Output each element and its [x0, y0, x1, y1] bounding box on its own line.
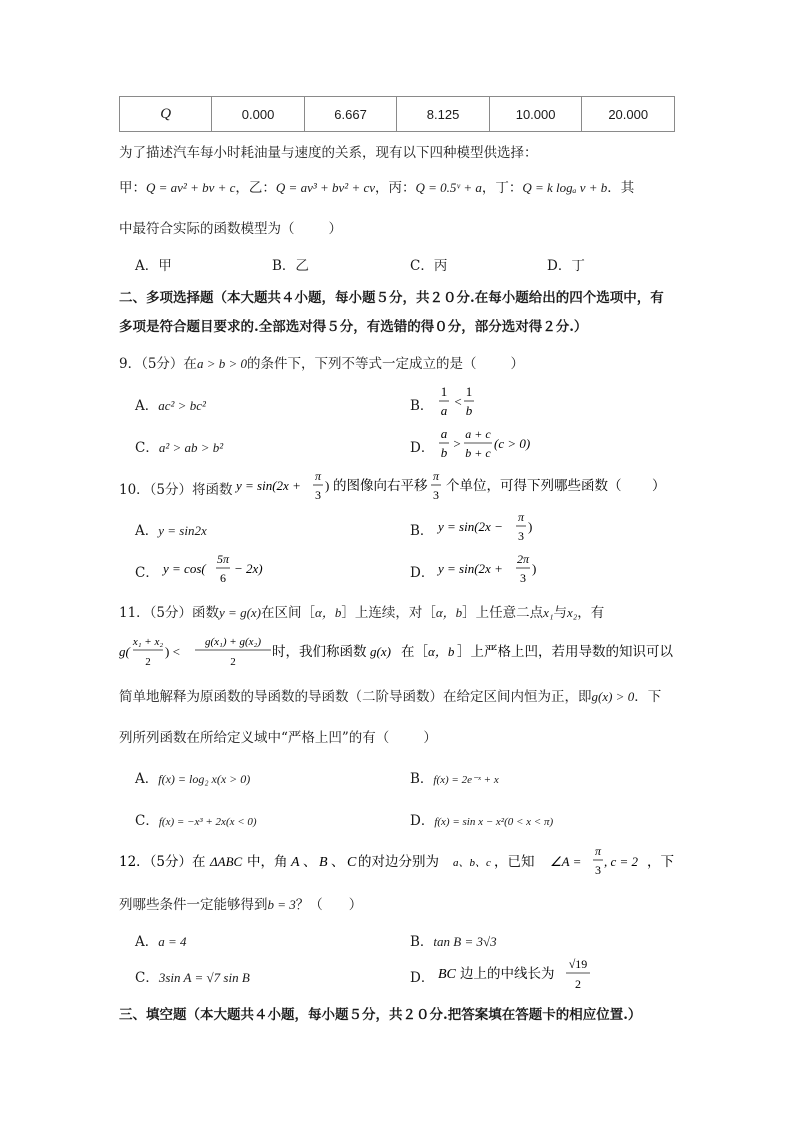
q11-line3: 简单地解释为原函数的导函数的导函数（二阶导函数）在给定区间内恒为正，即g(x) > 0．下 [119, 689, 662, 705]
svg-text:g(x₁) + g(x₂): g(x₁) + g(x₂) [205, 636, 261, 648]
svg-text:x₁ + x₂: x₁ + x₂ [132, 636, 164, 648]
q11-line2 [119, 630, 679, 674]
q12-option-b: B．tan B = 3√3 [410, 934, 497, 950]
q9-option-d-math [436, 424, 546, 464]
svg-text:π: π [314, 469, 322, 483]
svg-text:g(: g( [119, 644, 130, 659]
table-row [120, 97, 675, 132]
svg-text:π: π [517, 510, 525, 524]
table-header-cell: Q [120, 97, 212, 132]
svg-text:BC: BC [438, 967, 456, 982]
q12-line1 [119, 842, 679, 884]
svg-text:3: 3 [518, 529, 524, 543]
q9-option-b-math [436, 382, 496, 422]
svg-text:、: 、 [331, 854, 345, 870]
svg-text:a: a [440, 426, 448, 441]
svg-text:y = cos(: y = cos( [163, 561, 206, 576]
model-ding: Q = k logₐ v + b [522, 180, 608, 195]
svg-text:］上严格上凹，若用导数的知识可以: ］上严格上凹，若用导数的知识可以 [457, 644, 673, 660]
q11-option-b: B．f(x) = 2e⁻ˣ + x [410, 771, 499, 787]
table-cell: 0.000 [212, 97, 305, 132]
svg-text:− 2x): − 2x) [234, 561, 263, 576]
svg-text:y = sin(2x +: y = sin(2x + [438, 561, 503, 576]
q10-option-d-math [438, 549, 548, 589]
svg-text:a、b、c: a、b、c [453, 857, 491, 869]
svg-text:3: 3 [520, 571, 526, 585]
svg-text:π: π [594, 844, 602, 858]
svg-text:π: π [432, 469, 440, 483]
svg-text:2: 2 [575, 977, 581, 991]
q12-option-d-label: D． [410, 970, 435, 986]
svg-text:1: 1 [440, 384, 448, 399]
svg-text:): ) [325, 478, 330, 493]
svg-text:√19: √19 [568, 957, 588, 971]
svg-text:α，b: α，b [428, 644, 455, 659]
table-cell: 8.125 [397, 97, 490, 132]
q10-option-d-label: D． [410, 565, 435, 581]
model-yi: Q = av³ + bv² + cv [275, 180, 376, 195]
svg-text:A: A [291, 855, 300, 870]
svg-text:b: b [440, 445, 448, 460]
q9-option-d-label: D． [410, 440, 435, 456]
q8-option-b: B．乙 [272, 258, 309, 274]
q11-option-c: C．f(x) = −x³ + 2x(x < 0) [135, 813, 257, 829]
model-bing: Q = 0.5ᵛ + a [415, 180, 482, 195]
table-cell: 20.000 [582, 97, 675, 132]
q8-option-d: D．丁 [547, 258, 585, 274]
q9-option-c: C．a² > ab > b² [135, 440, 224, 456]
svg-text:12．（5分）在: 12．（5分）在 [119, 854, 206, 870]
svg-text:>: > [453, 436, 461, 451]
svg-text:2π: 2π [516, 552, 530, 566]
svg-text:): ) [532, 561, 537, 576]
svg-text:y = sin(2x +: y = sin(2x + [236, 478, 301, 493]
svg-text:边上的中线长为: 边上的中线长为 [460, 966, 555, 982]
section2-heading-cont: 多项是符合题目要求的.全部选对得５分，有选错的得０分，部分选对得２分.） [119, 319, 588, 335]
svg-text:中，角: 中，角 [247, 854, 288, 870]
q8-intro: 为了描述汽车每小时耗油量与速度的关系，现有以下四种模型供选择： [119, 145, 538, 161]
svg-text:1: 1 [465, 384, 473, 399]
q10-stem-math [236, 466, 666, 506]
q12-option-c: C．3sin A = √7 sin B [135, 970, 250, 986]
q11-line1: 11．（5分）函数y = g(x)在区间［α，b］上连续，对［α，b］上任意二点x₁与x₂，有 [119, 605, 605, 621]
svg-text:的图像向右平移: 的图像向右平移 [333, 478, 428, 494]
q9-stem: 9．（5分）在a > b > 0的条件下，下列不等式一定成立的是（ ） [119, 356, 524, 372]
svg-text:): ) [528, 519, 533, 534]
svg-text:<: < [454, 394, 462, 409]
q9-option-a: A．ac² > bc² [135, 398, 206, 414]
q11-line4: 列所列函数在所给定义域中“严格上凹”的有（ ） [119, 730, 437, 746]
q10-option-c-math [163, 549, 283, 589]
q10-option-a: A．y = sin2x [135, 523, 207, 539]
q11-option-d: D．f(x) = sin x − x²(0 < x < π) [410, 813, 554, 829]
svg-text:时，我们称函数: 时，我们称函数 [272, 644, 367, 660]
svg-text:，已知: ，已知 [494, 854, 535, 870]
svg-text:2: 2 [230, 656, 236, 668]
q8-models: 甲：Q = av² + bv + c，乙：Q = av³ + bv² + cv，丙：Q = 0.5ᵛ + a，丁：Q = k logₐ v + b．其 [119, 180, 635, 196]
table-cell: 10.000 [489, 97, 582, 132]
q8-question: 中最符合实际的函数模型为（ ） [119, 221, 342, 237]
q10-option-b-math [438, 507, 548, 547]
section2-heading: 二、多项选择题（本大题共４小题，每小题５分，共２０分.在每小题给出的四个选项中，有 [119, 290, 664, 306]
q10-stem-prefix: 10．（5分）将函数 [119, 482, 233, 498]
svg-text:b: b [465, 403, 473, 418]
svg-text:y = sin(2x −: y = sin(2x − [438, 519, 503, 534]
svg-text:在［: 在［ [401, 644, 428, 660]
svg-text:b + c: b + c [465, 446, 491, 460]
model-jia: Q = av² + bv + c [146, 180, 236, 195]
svg-text:∠A =: ∠A = [550, 854, 582, 869]
q11-option-a: A．f(x) = log₂ x(x > 0) [135, 771, 251, 787]
q12-line2: 列哪些条件一定能够得到b = 3？（ ） [119, 897, 363, 913]
table-cell: 6.667 [304, 97, 397, 132]
svg-text:3: 3 [315, 488, 321, 502]
svg-text:) <: ) < [165, 644, 180, 659]
svg-text:C: C [347, 855, 357, 870]
q9-option-b-label: B． [410, 398, 434, 414]
svg-text:3: 3 [595, 863, 601, 877]
svg-text:6: 6 [220, 571, 226, 585]
svg-text:ΔABC: ΔABC [210, 854, 243, 869]
svg-text:2: 2 [145, 656, 151, 668]
svg-text:, c = 2: , c = 2 [604, 854, 639, 869]
svg-text:3: 3 [433, 488, 439, 502]
section3-heading: 三、填空题（本大题共４小题，每小题５分，共２０分.把答案填在答题卡的相应位置.） [119, 1007, 642, 1023]
svg-text:，下: ，下 [647, 854, 674, 870]
svg-text:a + c: a + c [465, 427, 491, 441]
svg-text:）: ） [652, 478, 666, 494]
q8-option-c: C．丙 [410, 258, 448, 274]
q8-option-a: A．甲 [135, 258, 172, 274]
svg-text:(c > 0): (c > 0) [494, 436, 531, 451]
svg-text:B: B [319, 855, 328, 870]
svg-text:、: 、 [303, 854, 317, 870]
q12-option-a: A．a = 4 [135, 934, 187, 950]
svg-text:g(x): g(x) [370, 644, 391, 659]
svg-text:的对边分别为: 的对边分别为 [358, 854, 439, 870]
q12-option-d-math [438, 954, 598, 996]
svg-text:a: a [440, 403, 448, 418]
q10-option-b-label: B． [410, 523, 434, 539]
speed-fuel-table [119, 96, 675, 132]
svg-text:5π: 5π [216, 552, 230, 566]
svg-text:个单位，可得下列哪些函数（: 个单位，可得下列哪些函数（ [446, 478, 622, 494]
q10-option-c-label: C． [135, 565, 159, 581]
